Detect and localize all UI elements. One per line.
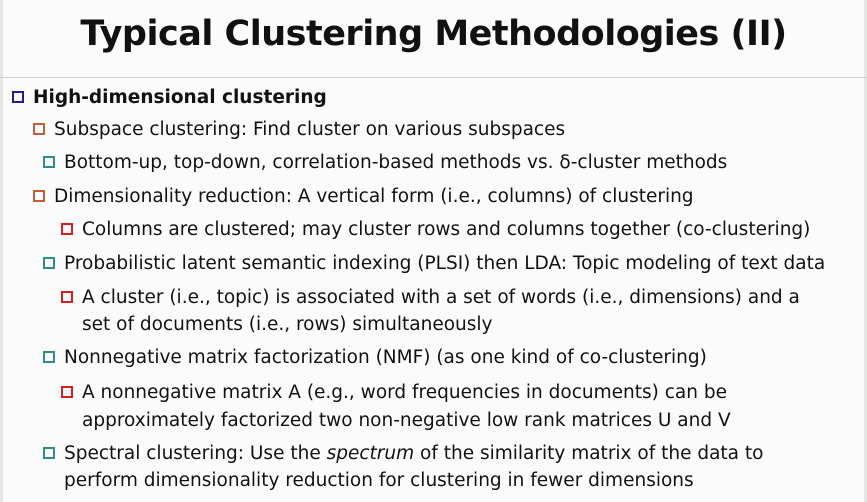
square-bullet-icon bbox=[61, 223, 73, 235]
square-bullet-icon bbox=[33, 190, 45, 202]
square-bullet-icon bbox=[61, 386, 73, 398]
square-bullet-icon bbox=[43, 156, 55, 168]
square-bullet-icon bbox=[43, 447, 55, 459]
square-bullet-icon bbox=[43, 351, 55, 363]
title-divider bbox=[0, 77, 867, 78]
square-bullet-icon bbox=[61, 291, 73, 303]
left-border bbox=[0, 0, 3, 502]
square-bullet-icon bbox=[12, 91, 24, 103]
square-bullet-icon bbox=[33, 123, 45, 135]
slide-title: Typical Clustering Methodologies (II) bbox=[80, 14, 787, 54]
square-bullet-icon bbox=[43, 257, 55, 269]
